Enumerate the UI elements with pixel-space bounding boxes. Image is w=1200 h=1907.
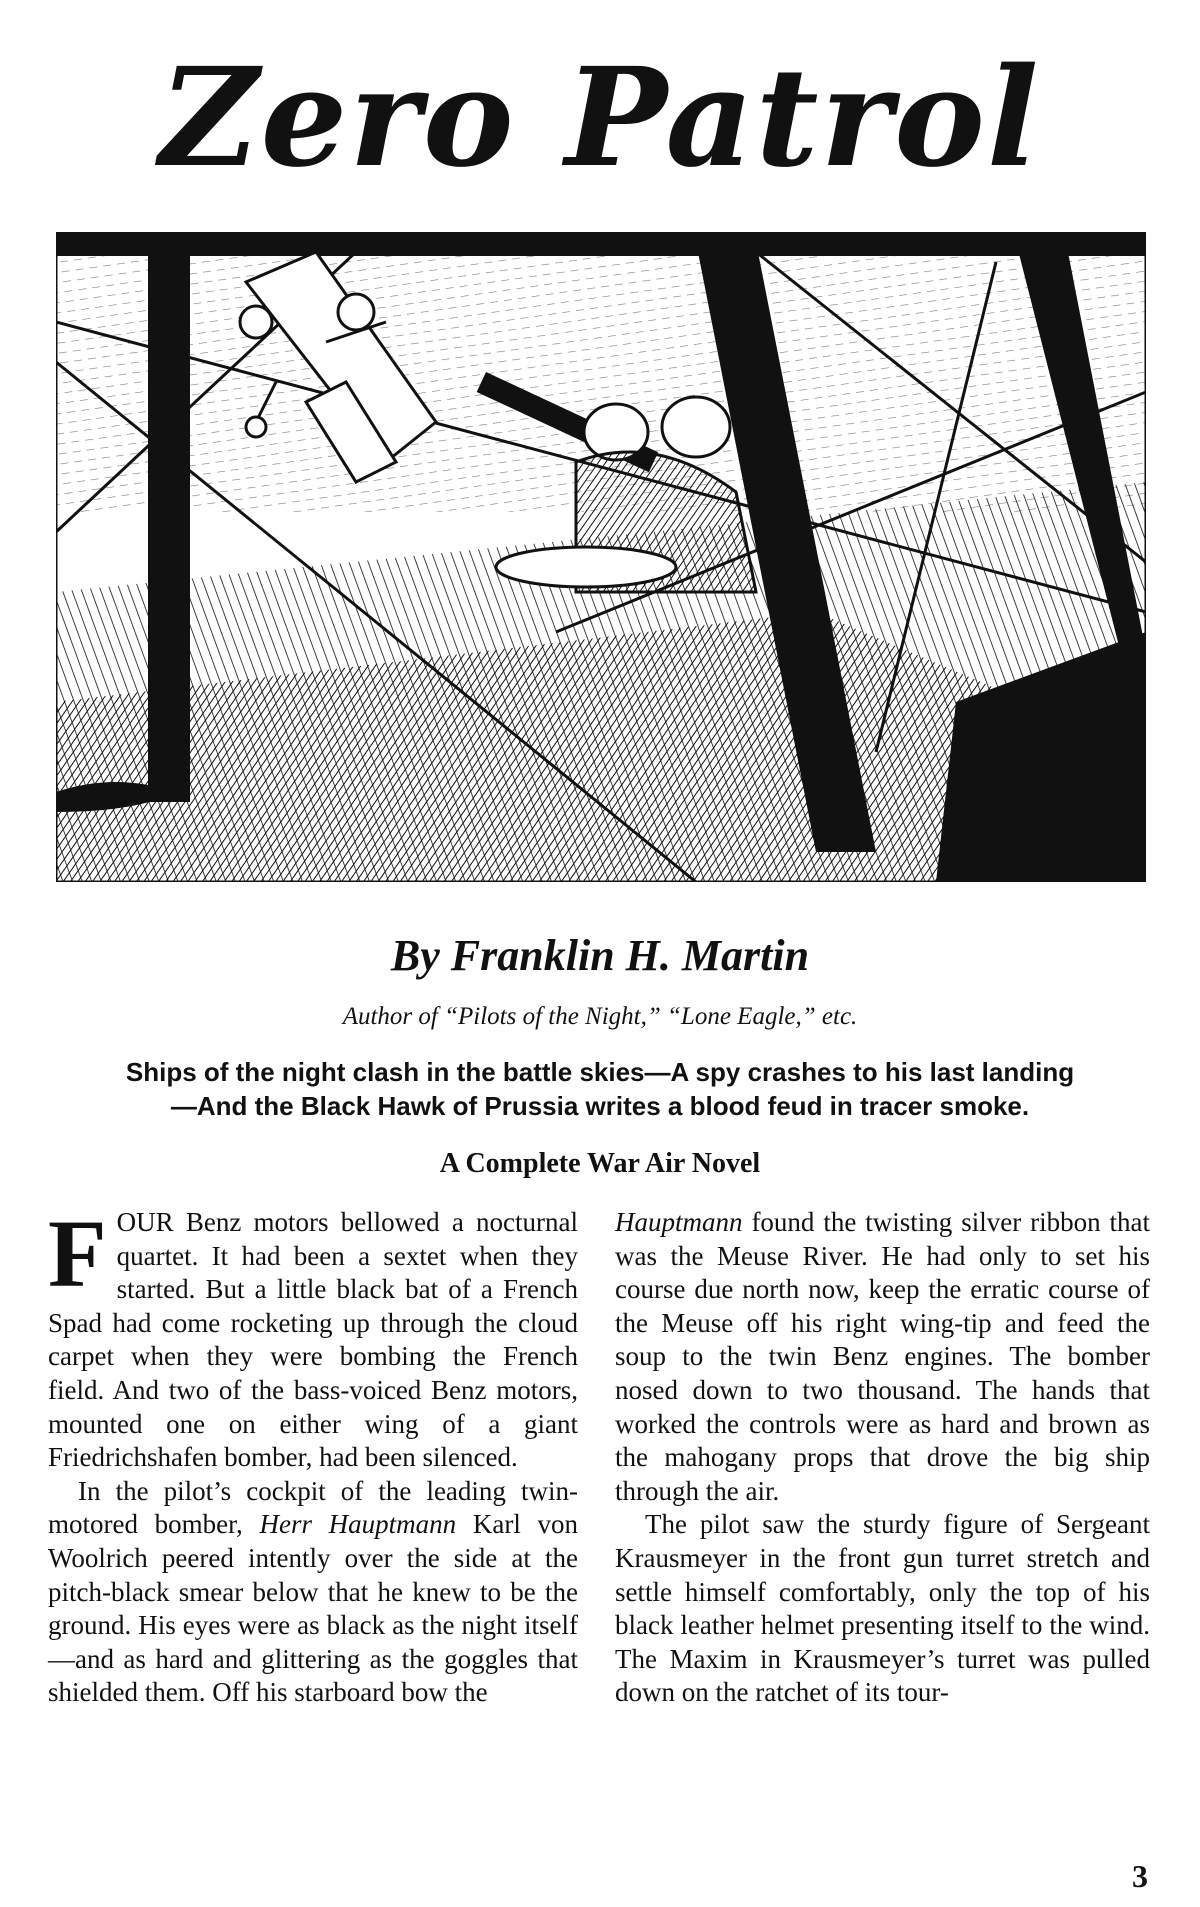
- paragraph-1: FOUR Benz motors bellowed a nocturnal quartet. It had been a sextet when they started. But a little black bat of a French Spad had come rocketing up through the cloud carpet when they were bombing the French field. And two of the bass-voiced Benz motors, mounted one on either wing of a giant Friedrichshafen bomber, had been silenced.: [48, 1200, 578, 1473]
- paragraph-2: In the pilot’s cockpit of the leading twin-motored bomber, Herr Hauptmann Karl von Woolrich peered intently over the side at the pitch-black smear below that he knew to be the ground. His eyes were as black as the night itself—and as hard and glittering as the goggles that shielded them. Off his starboard bow the: [48, 1475, 579, 1708]
- blurb-line-2: —And the Black Hawk of Prussia writes a blood feud in tracer smoke.: [170, 1091, 1030, 1121]
- paragraph-2-continued: Hauptmann found the twisting silver ribbon that was the Meuse River. He had only to set his course due north now, keep the erratic course of the Meuse off his right wing-tip and feed the soup to the twin Benz engines. The bomber nosed down to two thousand. The hands that worked the controls were as hard and brown as the mahogany props that drove the big ship through the air.: [615, 1207, 1151, 1506]
- paragraph-3: The pilot saw the sturdy figure of Sergeant Krausmeyer in the front gun turret stretch and settle himself comfortably, only the top of his black leather helmet presenting itself to the wind. The Maxim in Krausmeyer’s turret was pulled down on the ratchet of its tour-: [615, 1509, 1150, 1708]
- story-kicker: A Complete War Air Novel: [439, 1148, 761, 1179]
- blurb-line-1: Ships of the night clash in the battle skies—A spy crashes to his last landing: [125, 1057, 1075, 1087]
- illustration-bomber-gunner: [56, 232, 1146, 882]
- story-blurb: [40, 1055, 1160, 1123]
- byline: By Franklin H. Martin: [390, 931, 810, 980]
- text-column-right: [615, 1206, 1150, 1710]
- text-column-left: [48, 1200, 579, 1710]
- story-title: Zero Patrol: [159, 38, 1041, 198]
- drop-cap: F: [48, 1200, 107, 1307]
- page-number: 3: [1132, 1858, 1148, 1894]
- author-credits: Author of “Pilots of the Night,” “Lone Eagle,” etc.: [342, 1003, 858, 1030]
